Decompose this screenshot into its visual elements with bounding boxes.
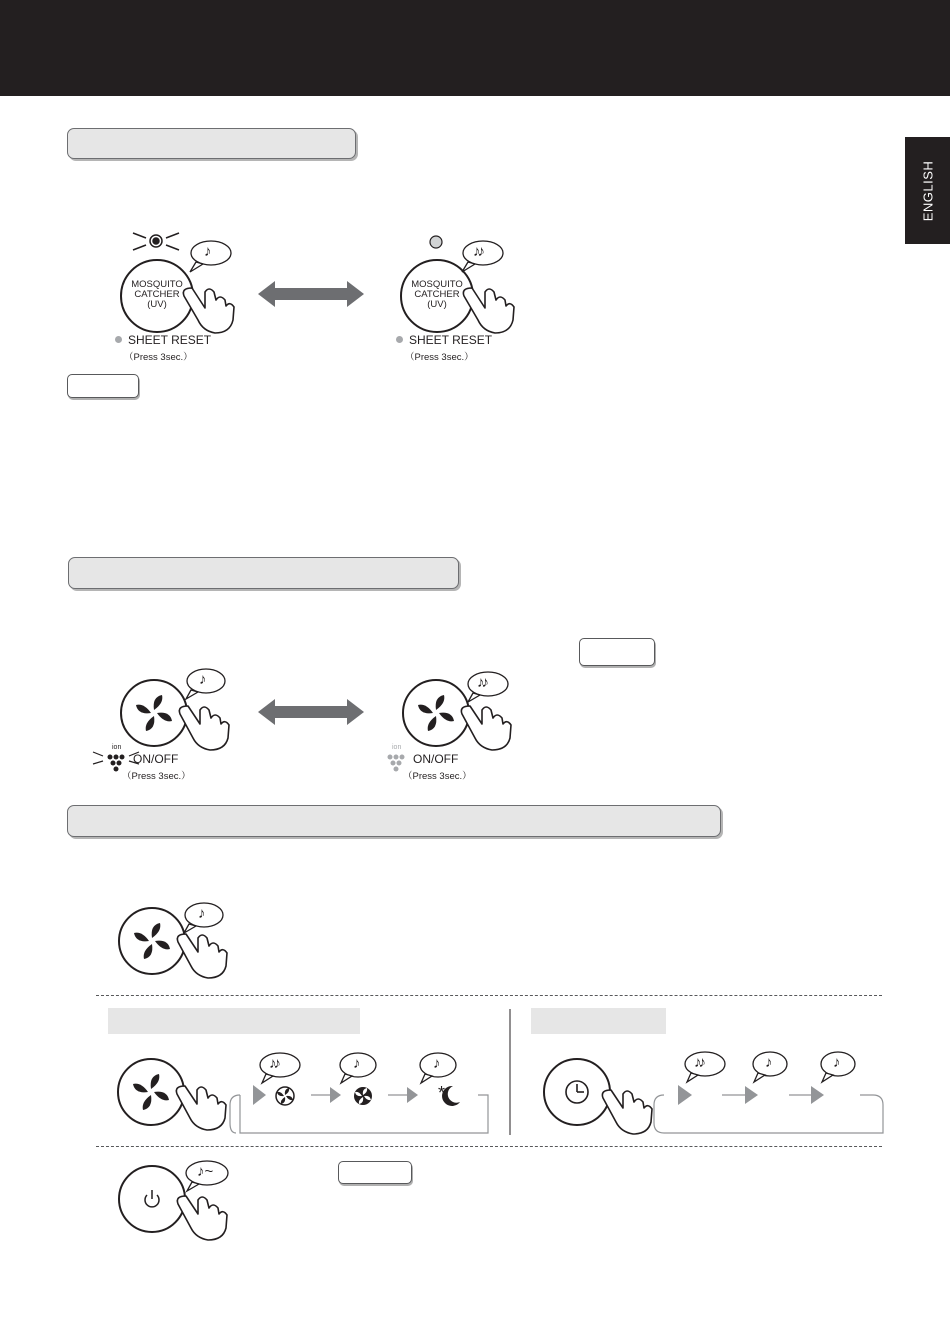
pointing-hand-icon (177, 1196, 227, 1240)
step-arrow-icon (407, 1087, 418, 1103)
fan-button-mode (118, 1059, 184, 1125)
double-beep-icon: ♪♪ (477, 674, 486, 691)
subheading-timer-bar (531, 1008, 666, 1034)
onoff-label-right: ON/OFF (413, 752, 459, 766)
onoff-hint-right: （Press 3sec.） (403, 771, 472, 782)
double-beep-icon: ♪♪ (269, 1055, 278, 1072)
mosquito-button-text: MOSQUITO CATCHER (UV) (131, 279, 183, 310)
sheet-reset-hint-right: （Press 3sec.） (405, 352, 474, 363)
single-beep-icon: ♪ (198, 905, 206, 922)
sheet-reset-label: SHEET RESET (128, 333, 212, 347)
ion-icon-text-right: ion (392, 744, 402, 751)
single-beep-icon: ♪ (433, 1055, 441, 1072)
step-arrow-icon (745, 1086, 758, 1104)
step-arrow-icon (253, 1085, 266, 1105)
single-beep-icon: ♪ (199, 671, 207, 688)
dashed-separator (96, 995, 882, 996)
step-arrow-icon (811, 1086, 824, 1104)
onoff-hint: （Press 3sec.） (122, 771, 191, 782)
sheet-reset-hint: （Press 3sec.） (124, 352, 193, 363)
note-label-box-power (338, 1161, 412, 1184)
subheading-mode-bar (108, 1008, 360, 1034)
ion-icon-text: ion (112, 744, 122, 751)
single-beep-icon: ♪ (353, 1055, 361, 1072)
double-beep-icon: ♪♪ (473, 243, 482, 260)
clock-icon (566, 1081, 588, 1103)
timer-cycle-loop (654, 1095, 883, 1133)
single-beep-icon: ♪ (204, 243, 212, 260)
sheet-reset-label-right: SHEET RESET (409, 333, 493, 347)
fan-high-mode-icon (354, 1087, 372, 1105)
pointing-hand-icon (177, 934, 227, 978)
dashed-separator (96, 1146, 882, 1147)
speech-bubble-icon (685, 1052, 725, 1082)
double-beep-icon: ♪♪ (694, 1054, 703, 1071)
mosquito-button-text-right: MOSQUITO CATCHER (UV) (411, 279, 463, 310)
beep-wave-icon: ♪~ (197, 1163, 214, 1180)
single-beep-icon: ♪ (765, 1054, 773, 1071)
single-beep-icon: ♪ (833, 1054, 841, 1071)
pointing-hand-icon (176, 1086, 226, 1130)
speech-bubble-icon (260, 1053, 300, 1083)
snowflake-icon: * (438, 1083, 446, 1103)
onoff-label: ON/OFF (133, 752, 179, 766)
step-arrow-icon (330, 1087, 341, 1103)
pointing-hand-icon (602, 1090, 652, 1134)
fan-low-mode-icon (276, 1087, 294, 1105)
step-arrow-icon (678, 1085, 692, 1105)
fan-button-start (119, 908, 185, 974)
language-tab-label: ENGLISH (920, 160, 935, 221)
